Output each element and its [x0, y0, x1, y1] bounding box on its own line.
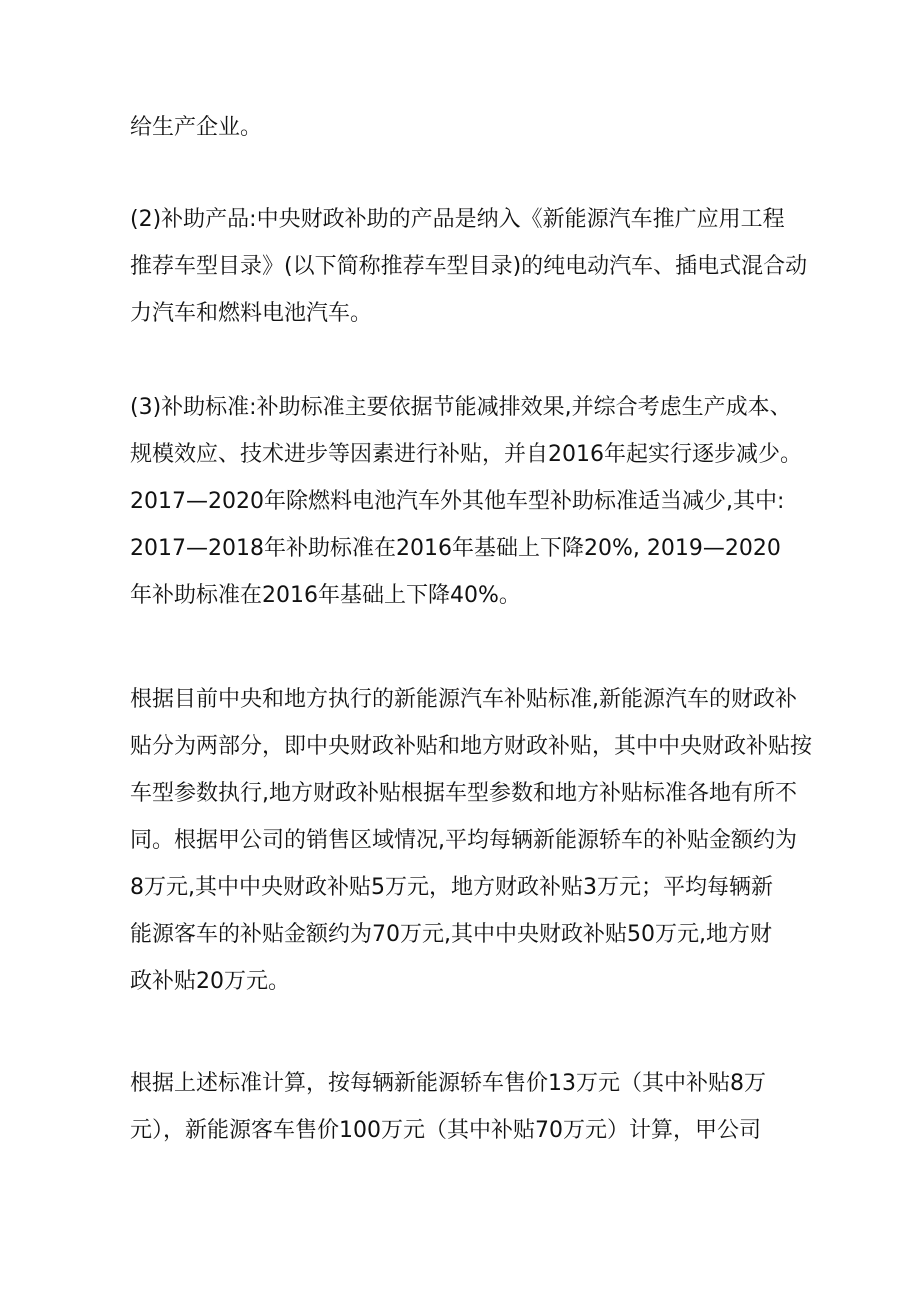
text-line: 推荐车型目录》(以下简称推荐车型目录)的纯电动汽车、插电式混合动: [130, 254, 808, 279]
text-line: 车型参数执行,地方财政补贴根据车型参数和地方补贴标准各地有所不: [130, 781, 797, 806]
text-line: (2)补助产品:中央财政补助的产品是纳入《新能源汽车推广应用工程: [130, 207, 785, 232]
text-line: 规模效应、技术进步等因素进行补贴，并自2016年起实行逐步减少。: [130, 442, 802, 467]
text-line: 政补贴20万元。: [130, 969, 290, 994]
text-line: (3)补助标准:补助标准主要依据节能减排效果,并综合考虑生产成本、: [130, 395, 792, 420]
text-line: 同。根据甲公司的销售区域情况,平均每辆新能源轿车的补贴金额约为: [130, 828, 797, 853]
paragraph-1: [130, 104, 800, 151]
text-line: 年补助标准在2016年基础上下降40%。: [130, 583, 521, 608]
text-line: 力汽车和燃料电池汽车。: [130, 301, 373, 326]
text-line: 2017—2020年除燃料电池汽车外其他车型补助标准适当减少,其中:: [130, 489, 785, 514]
text-line: 贴分为两部分，即中央财政补贴和地方财政补贴，其中中央财政补贴按: [130, 734, 813, 759]
text-line: 能源客车的补贴金额约为70万元,其中中央财政补贴50万元,地方财: [130, 922, 772, 947]
text-line: 8万元,其中中央财政补贴5万元，地方财政补贴3万元；平均每辆新: [130, 875, 773, 900]
text-line: 2017—2018年补助标准在2016年基础上下降20%, 2019—2020: [130, 536, 781, 561]
paragraph-subsidy-breakdown: [130, 676, 813, 1005]
text-line: 给生产企业。: [130, 115, 263, 140]
text-line: 根据上述标准计算，按每辆新能源轿车售价13万元（其中补贴8万: [130, 1071, 766, 1096]
paragraph-subsidy-products: [130, 196, 808, 337]
text-line: 根据目前中央和地方执行的新能源汽车补贴标准,新能源汽车的财政补: [130, 687, 797, 712]
paragraph-subsidy-standards: [130, 384, 800, 619]
paragraph-calculation: [130, 1060, 800, 1154]
text-line: 元），新能源客车售价100万元（其中补贴70万元）计算，甲公司: [130, 1118, 761, 1143]
